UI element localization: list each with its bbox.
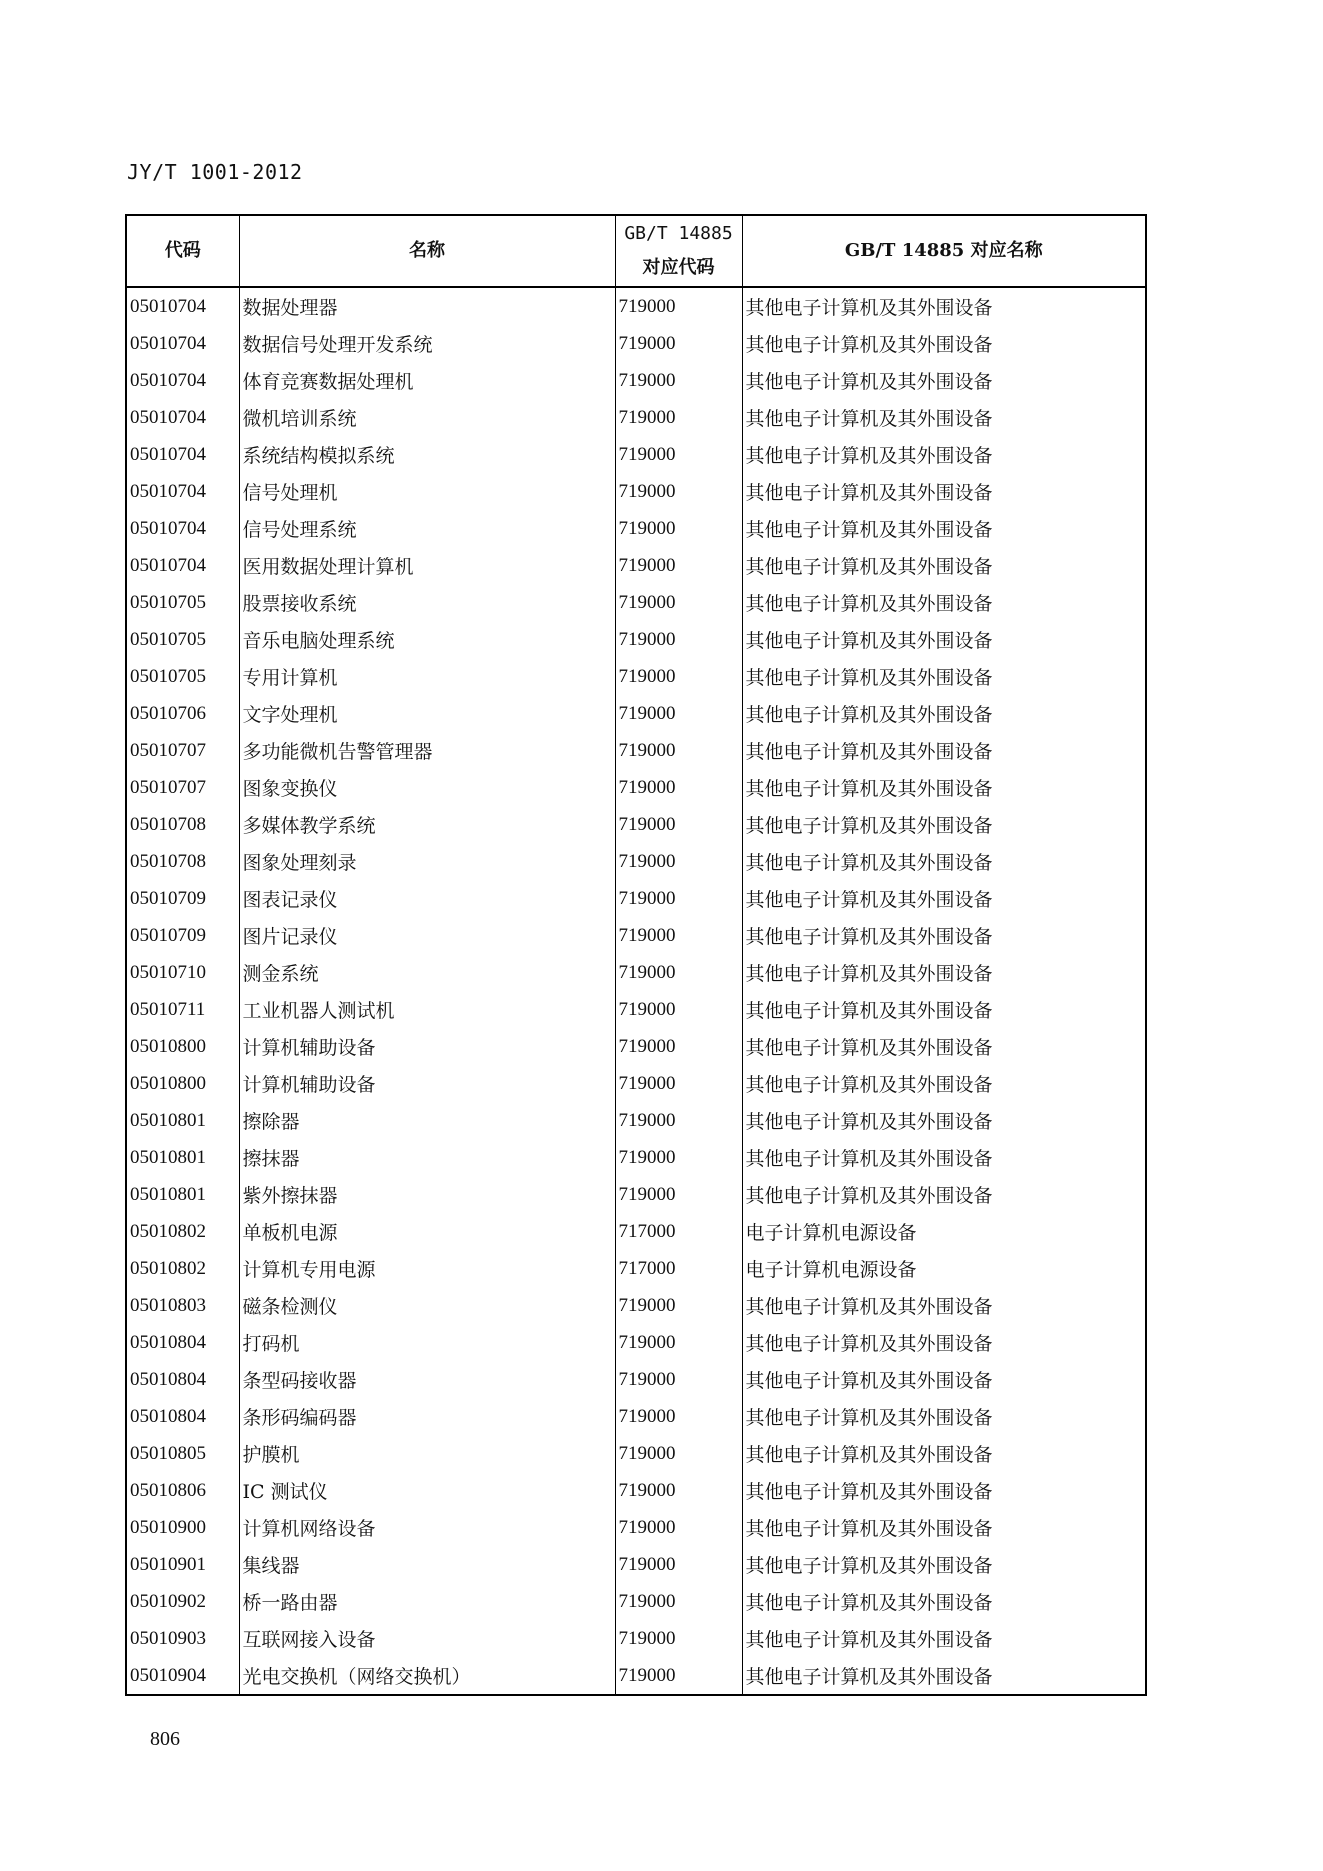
table-row: [126, 1176, 1146, 1213]
name-cell: 单板机电源: [239, 1213, 615, 1250]
name-cell: 信号处理机: [239, 473, 615, 510]
code-cell: 05010704: [126, 510, 239, 547]
name-cell: 条形码编码器: [239, 1398, 615, 1435]
name-cell: 光电交换机（网络交换机）: [239, 1657, 615, 1695]
table-row: [126, 917, 1146, 954]
name-cell: 图表记录仪: [239, 880, 615, 917]
table-row: [126, 695, 1146, 732]
gb-name-cell: 其他电子计算机及其外围设备: [742, 732, 1146, 769]
code-cell: 05010706: [126, 695, 239, 732]
table-row: [126, 658, 1146, 695]
gb-code-cell: 719000: [615, 584, 742, 621]
gb-code-cell: 719000: [615, 287, 742, 325]
gb-code-cell: 719000: [615, 732, 742, 769]
table-row: [126, 954, 1146, 991]
table-row: [126, 1139, 1146, 1176]
code-cell: 05010804: [126, 1324, 239, 1361]
table-row: [126, 1361, 1146, 1398]
gb-code-cell: 719000: [615, 658, 742, 695]
gb-name-cell: 其他电子计算机及其外围设备: [742, 1028, 1146, 1065]
name-cell: 计算机网络设备: [239, 1509, 615, 1546]
gb-name-cell: 其他电子计算机及其外围设备: [742, 991, 1146, 1028]
gb-code-cell: 719000: [615, 917, 742, 954]
gb-code-cell: 719000: [615, 547, 742, 584]
table-row: [126, 1102, 1146, 1139]
gb-name-cell: 其他电子计算机及其外围设备: [742, 325, 1146, 362]
page-number: 806: [150, 1728, 180, 1750]
code-cell: 05010704: [126, 473, 239, 510]
gb-code-cell: 719000: [615, 399, 742, 436]
table-row: [126, 843, 1146, 880]
name-cell: 多媒体教学系统: [239, 806, 615, 843]
table-header-row: [126, 215, 1146, 287]
table-row: [126, 510, 1146, 547]
table-row: [126, 1472, 1146, 1509]
gb-code-cell: 719000: [615, 1620, 742, 1657]
gb-name-cell: 其他电子计算机及其外围设备: [742, 436, 1146, 473]
table-row: [126, 1435, 1146, 1472]
name-cell: 集线器: [239, 1546, 615, 1583]
table-row: [126, 1324, 1146, 1361]
gb-name-cell: 其他电子计算机及其外围设备: [742, 1472, 1146, 1509]
code-cell: 05010708: [126, 843, 239, 880]
gb-name-cell: 其他电子计算机及其外围设备: [742, 954, 1146, 991]
name-cell: 文字处理机: [239, 695, 615, 732]
code-cell: 05010709: [126, 880, 239, 917]
gb-name-cell: 其他电子计算机及其外围设备: [742, 1361, 1146, 1398]
gb-code-cell: 719000: [615, 1398, 742, 1435]
table-row: [126, 287, 1146, 325]
code-cell: 05010704: [126, 287, 239, 325]
gb-name-cell: 其他电子计算机及其外围设备: [742, 843, 1146, 880]
table-row: [126, 880, 1146, 917]
gb-code-cell: 719000: [615, 954, 742, 991]
gb-name-cell: 其他电子计算机及其外围设备: [742, 621, 1146, 658]
gb-name-cell: 其他电子计算机及其外围设备: [742, 1509, 1146, 1546]
name-cell: 图象处理刻录: [239, 843, 615, 880]
table-row: [126, 1028, 1146, 1065]
code-cell: 05010707: [126, 732, 239, 769]
table-row: [126, 1546, 1146, 1583]
gb-code-cell: 719000: [615, 843, 742, 880]
table-row: [126, 1398, 1146, 1435]
header-code: 代码: [126, 215, 239, 287]
header-gb-code-line2: 对应代码: [642, 257, 715, 278]
gb-name-cell: 其他电子计算机及其外围设备: [742, 1065, 1146, 1102]
code-cell: 05010904: [126, 1657, 239, 1695]
code-cell: 05010710: [126, 954, 239, 991]
gb-code-cell: 719000: [615, 325, 742, 362]
name-cell: 擦抹器: [239, 1139, 615, 1176]
gb-code-cell: 719000: [615, 1361, 742, 1398]
gb-code-cell: 719000: [615, 1583, 742, 1620]
name-cell: 图象变换仪: [239, 769, 615, 806]
gb-name-cell: 其他电子计算机及其外围设备: [742, 1435, 1146, 1472]
gb-name-cell: 其他电子计算机及其外围设备: [742, 1620, 1146, 1657]
gb-code-cell: 719000: [615, 1065, 742, 1102]
gb-code-cell: 719000: [615, 806, 742, 843]
name-cell: 互联网接入设备: [239, 1620, 615, 1657]
table-row: [126, 473, 1146, 510]
gb-name-cell: 其他电子计算机及其外围设备: [742, 547, 1146, 584]
table-row: [126, 732, 1146, 769]
name-cell: 测金系统: [239, 954, 615, 991]
gb-code-cell: 719000: [615, 621, 742, 658]
code-cell: 05010801: [126, 1176, 239, 1213]
name-cell: 专用计算机: [239, 658, 615, 695]
gb-code-cell: 719000: [615, 362, 742, 399]
name-cell: 信号处理系统: [239, 510, 615, 547]
name-cell: 体育竞赛数据处理机: [239, 362, 615, 399]
header-name: 名称: [239, 215, 615, 287]
table-row: [126, 1620, 1146, 1657]
gb-name-cell: 其他电子计算机及其外围设备: [742, 1139, 1146, 1176]
gb-code-cell: 719000: [615, 695, 742, 732]
gb-name-cell: 其他电子计算机及其外围设备: [742, 1287, 1146, 1324]
table-row: [126, 1287, 1146, 1324]
code-cell: 05010805: [126, 1435, 239, 1472]
table-row: [126, 584, 1146, 621]
table-row: [126, 1065, 1146, 1102]
gb-code-cell: 719000: [615, 1139, 742, 1176]
table-row: [126, 806, 1146, 843]
name-cell: 系统结构模拟系统: [239, 436, 615, 473]
code-cell: 05010711: [126, 991, 239, 1028]
gb-code-cell: 717000: [615, 1250, 742, 1287]
table-body: [126, 287, 1146, 1695]
gb-code-cell: 719000: [615, 1657, 742, 1695]
name-cell: IC 测试仪: [239, 1472, 615, 1509]
table-row: [126, 1509, 1146, 1546]
name-cell: 股票接收系统: [239, 584, 615, 621]
name-cell: 磁条检测仪: [239, 1287, 615, 1324]
gb-code-cell: 719000: [615, 1509, 742, 1546]
gb-name-cell: 其他电子计算机及其外围设备: [742, 510, 1146, 547]
gb-code-cell: 719000: [615, 880, 742, 917]
table-row: [126, 769, 1146, 806]
table-row: [126, 325, 1146, 362]
document-id: JY/T 1001-2012: [127, 160, 303, 184]
table-row: [126, 1213, 1146, 1250]
gb-name-cell: 其他电子计算机及其外围设备: [742, 695, 1146, 732]
gb-code-cell: 719000: [615, 1324, 742, 1361]
gb-name-cell: 其他电子计算机及其外围设备: [742, 917, 1146, 954]
gb-code-cell: 719000: [615, 1028, 742, 1065]
code-cell: 05010802: [126, 1213, 239, 1250]
gb-name-cell: 其他电子计算机及其外围设备: [742, 287, 1146, 325]
gb-code-cell: 719000: [615, 510, 742, 547]
name-cell: 计算机专用电源: [239, 1250, 615, 1287]
gb-code-cell: 719000: [615, 1102, 742, 1139]
name-cell: 工业机器人测试机: [239, 991, 615, 1028]
gb-name-cell: 其他电子计算机及其外围设备: [742, 658, 1146, 695]
header-gb-code: [615, 215, 742, 287]
gb-name-cell: 其他电子计算机及其外围设备: [742, 362, 1146, 399]
code-cell: 05010707: [126, 769, 239, 806]
name-cell: 多功能微机告警管理器: [239, 732, 615, 769]
code-cell: 05010901: [126, 1546, 239, 1583]
table-row: [126, 547, 1146, 584]
gb-name-cell: 其他电子计算机及其外围设备: [742, 1102, 1146, 1139]
code-cell: 05010806: [126, 1472, 239, 1509]
table-row: [126, 1657, 1146, 1695]
name-cell: 数据处理器: [239, 287, 615, 325]
gb-name-cell: 其他电子计算机及其外围设备: [742, 1176, 1146, 1213]
gb-name-cell: 其他电子计算机及其外围设备: [742, 1546, 1146, 1583]
gb-name-cell: 其他电子计算机及其外围设备: [742, 1324, 1146, 1361]
code-cell: 05010903: [126, 1620, 239, 1657]
name-cell: 打码机: [239, 1324, 615, 1361]
code-cell: 05010804: [126, 1361, 239, 1398]
name-cell: 擦除器: [239, 1102, 615, 1139]
gb-name-cell: 其他电子计算机及其外围设备: [742, 806, 1146, 843]
code-cell: 05010704: [126, 325, 239, 362]
code-cell: 05010704: [126, 547, 239, 584]
code-cell: 05010800: [126, 1028, 239, 1065]
code-table: [125, 214, 1147, 1696]
gb-code-cell: 717000: [615, 1213, 742, 1250]
gb-name-cell: 其他电子计算机及其外围设备: [742, 1583, 1146, 1620]
gb-code-cell: 719000: [615, 991, 742, 1028]
gb-code-cell: 719000: [615, 473, 742, 510]
code-cell: 05010800: [126, 1065, 239, 1102]
table-row: [126, 991, 1146, 1028]
gb-name-cell: 其他电子计算机及其外围设备: [742, 399, 1146, 436]
gb-name-cell: 其他电子计算机及其外围设备: [742, 584, 1146, 621]
gb-name-cell: 其他电子计算机及其外围设备: [742, 880, 1146, 917]
code-cell: 05010705: [126, 658, 239, 695]
gb-code-cell: 719000: [615, 1472, 742, 1509]
gb-code-cell: 719000: [615, 769, 742, 806]
gb-name-cell: 其他电子计算机及其外围设备: [742, 769, 1146, 806]
gb-code-cell: 719000: [615, 1546, 742, 1583]
code-cell: 05010705: [126, 621, 239, 658]
code-cell: 05010801: [126, 1139, 239, 1176]
name-cell: 计算机辅助设备: [239, 1028, 615, 1065]
table-row: [126, 1583, 1146, 1620]
table-row: [126, 399, 1146, 436]
gb-code-cell: 719000: [615, 436, 742, 473]
code-cell: 05010801: [126, 1102, 239, 1139]
table-row: [126, 436, 1146, 473]
code-cell: 05010705: [126, 584, 239, 621]
table-row: [126, 621, 1146, 658]
name-cell: 计算机辅助设备: [239, 1065, 615, 1102]
code-cell: 05010708: [126, 806, 239, 843]
name-cell: 条型码接收器: [239, 1361, 615, 1398]
name-cell: 微机培训系统: [239, 399, 615, 436]
name-cell: 桥一路由器: [239, 1583, 615, 1620]
gb-name-cell: 其他电子计算机及其外围设备: [742, 1657, 1146, 1695]
table-row: [126, 1250, 1146, 1287]
name-cell: 图片记录仪: [239, 917, 615, 954]
name-cell: 护膜机: [239, 1435, 615, 1472]
code-cell: 05010802: [126, 1250, 239, 1287]
name-cell: 数据信号处理开发系统: [239, 325, 615, 362]
gb-name-cell: 其他电子计算机及其外围设备: [742, 473, 1146, 510]
name-cell: 医用数据处理计算机: [239, 547, 615, 584]
header-gb-name: GB/T 14885 对应名称: [742, 215, 1146, 287]
code-cell: 05010900: [126, 1509, 239, 1546]
code-cell: 05010804: [126, 1398, 239, 1435]
code-cell: 05010704: [126, 436, 239, 473]
code-cell: 05010704: [126, 362, 239, 399]
gb-name-cell: 其他电子计算机及其外围设备: [742, 1398, 1146, 1435]
gb-name-cell: 电子计算机电源设备: [742, 1213, 1146, 1250]
name-cell: 紫外擦抹器: [239, 1176, 615, 1213]
code-cell: 05010704: [126, 399, 239, 436]
table-row: [126, 362, 1146, 399]
code-cell: 05010803: [126, 1287, 239, 1324]
name-cell: 音乐电脑处理系统: [239, 621, 615, 658]
gb-name-cell: 电子计算机电源设备: [742, 1250, 1146, 1287]
code-cell: 05010709: [126, 917, 239, 954]
header-gb-code-line1: GB/T 14885: [624, 223, 733, 244]
code-cell: 05010902: [126, 1583, 239, 1620]
gb-code-cell: 719000: [615, 1287, 742, 1324]
gb-code-cell: 719000: [615, 1176, 742, 1213]
gb-code-cell: 719000: [615, 1435, 742, 1472]
